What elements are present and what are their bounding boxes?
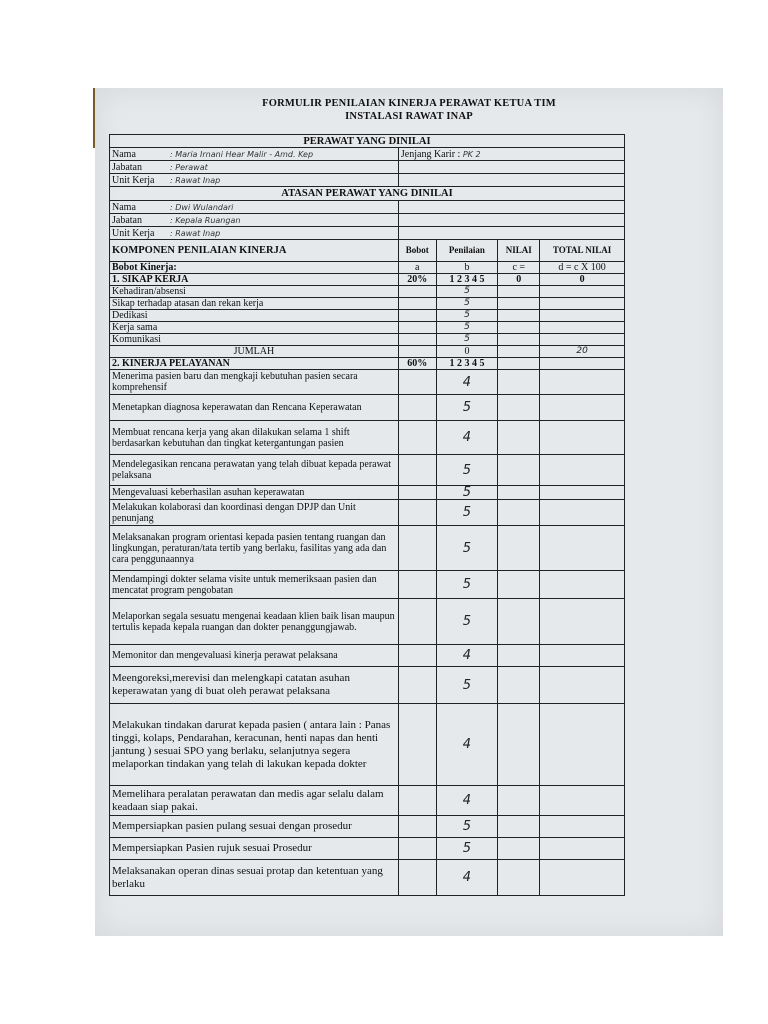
sikap-row — [110, 286, 625, 298]
pelayanan-item-label: Mempersiapkan pasien pulang sesuai dengan prosedur — [110, 816, 399, 838]
sikap-row — [110, 298, 625, 310]
pelayanan-row — [110, 421, 625, 455]
empty-cell — [398, 486, 436, 500]
sikap-item-score: 5 — [436, 286, 498, 298]
empty-cell — [398, 298, 436, 310]
empty-cell — [398, 860, 436, 896]
empty-cell — [540, 455, 625, 486]
atasan-jabatan-value: : Kepala Ruangan — [170, 215, 241, 225]
pelayanan-bobot: 60% — [398, 358, 436, 370]
empty-cell — [540, 571, 625, 599]
col-komponen-header: KOMPONEN PENILAIAN KINERJA — [110, 240, 399, 262]
pelayanan-item-score: 4 — [436, 421, 498, 455]
perawat-nama-label: Nama — [112, 148, 136, 160]
sikap-item-score: 5 — [436, 322, 498, 334]
empty-cell — [398, 161, 624, 174]
pelayanan-row — [110, 370, 625, 395]
pelayanan-row — [110, 704, 625, 786]
empty-cell — [398, 838, 436, 860]
pelayanan-row — [110, 860, 625, 896]
pelayanan-item-label: Mendampingi dokter selama visite untuk memeriksaan pasien dan mencatat program pengobatan — [110, 571, 399, 599]
empty-cell — [498, 334, 540, 346]
sikap-total: 0 — [540, 274, 625, 286]
jumlah-row — [110, 346, 625, 358]
empty-cell — [498, 286, 540, 298]
empty-cell — [498, 526, 540, 571]
sikap-item-score: 5 — [436, 298, 498, 310]
pelayanan-item-score: 5 — [436, 667, 498, 704]
empty-cell — [398, 704, 436, 786]
col-penilaian-header: Penilaian — [436, 240, 498, 262]
empty-cell — [540, 358, 625, 370]
empty-cell — [540, 599, 625, 645]
empty-cell — [398, 310, 436, 322]
empty-cell — [398, 201, 624, 214]
perawat-unit-value: : Rawat Inap — [170, 175, 221, 185]
pelayanan-item-label: Menetapkan diagnosa keperawatan dan Rencana Keperawatan — [110, 395, 399, 421]
empty-cell — [540, 421, 625, 455]
perawat-nama-cell — [110, 148, 399, 161]
atasan-nama-value: : Dwi Wulandari — [170, 202, 234, 212]
sikap-item-label: Kehadiran/absensi — [110, 286, 399, 298]
perawat-unit-label: Unit Kerja — [112, 174, 155, 186]
empty-cell — [398, 526, 436, 571]
empty-cell — [398, 286, 436, 298]
empty-cell — [498, 455, 540, 486]
empty-cell — [540, 526, 625, 571]
bobot-c: c = — [498, 262, 540, 274]
bobot-kinerja-label: Bobot Kinerja: — [110, 262, 399, 274]
pelayanan-item-label: Melakukan tindakan darurat kepada pasien ( antara lain : Panas tinggi, kolaps, Pendarahan, keracunan, henti napas dan henti jantung ) sesuai SPO yang berlaku, selanjutnya segera melaporkan tindakan yang telah di lakukan kepada dokter — [110, 704, 399, 786]
perawat-nama-value: : Maria Irnani Hear Malir - Amd. Kep — [170, 149, 314, 159]
sikap-item-label: Kerja sama — [110, 322, 399, 334]
empty-cell — [398, 571, 436, 599]
atasan-jabatan-label: Jabatan — [112, 214, 142, 226]
pelayanan-row — [110, 500, 625, 526]
atasan-jabatan-cell — [110, 214, 399, 227]
empty-cell — [498, 571, 540, 599]
empty-cell — [540, 667, 625, 704]
empty-cell — [540, 704, 625, 786]
pelayanan-item-label: Membuat rencana kerja yang akan dilakukan selama 1 shift berdasarkan kebutuhan dan tingkat ketergantungan pasien — [110, 421, 399, 455]
pelayanan-item-score: 4 — [436, 860, 498, 896]
pelayanan-item-score: 5 — [436, 838, 498, 860]
pelayanan-item-score: 4 — [436, 786, 498, 816]
empty-cell — [498, 838, 540, 860]
sikap-row — [110, 334, 625, 346]
empty-cell — [498, 395, 540, 421]
sikap-row — [110, 322, 625, 334]
sikap-item-score: 5 — [436, 334, 498, 346]
pelayanan-item-label: Mengevaluasi keberhasilan asuhan keperawatan — [110, 486, 399, 500]
pelayanan-row — [110, 486, 625, 500]
bobot-b: b — [436, 262, 498, 274]
empty-cell — [498, 421, 540, 455]
pelayanan-item-score: 5 — [436, 500, 498, 526]
empty-cell — [498, 599, 540, 645]
empty-cell — [540, 816, 625, 838]
sikap-bobot: 20% — [398, 274, 436, 286]
pelayanan-item-score: 5 — [436, 816, 498, 838]
empty-cell — [398, 667, 436, 704]
pelayanan-item-label: Mempersiapkan Pasien rujuk sesuai Prosedur — [110, 838, 399, 860]
empty-cell — [498, 500, 540, 526]
empty-cell — [540, 334, 625, 346]
empty-cell — [498, 704, 540, 786]
perawat-jenjang-value: PK 2 — [462, 149, 481, 159]
pelayanan-section-title: 2. KINERJA PELAYANAN — [110, 358, 399, 370]
sikap-item-label: Sikap terhadap atasan dan rekan kerja — [110, 298, 399, 310]
empty-cell — [398, 227, 624, 240]
empty-cell — [398, 322, 436, 334]
empty-cell — [540, 310, 625, 322]
empty-cell — [398, 370, 436, 395]
sikap-section-title: 1. SIKAP KERJA — [110, 274, 399, 286]
col-nilai-header: NILAI — [498, 240, 540, 262]
pelayanan-item-label: Melakukan kolaborasi dan koordinasi dengan DPJP dan Unit penunjang — [110, 500, 399, 526]
atasan-nama-label: Nama — [112, 201, 136, 213]
pelayanan-item-label: Melaporkan segala sesuatu mengenai keadaan klien baik lisan maupun tertulis kepada kepala ruangan dan dokter penanggungjawab. — [110, 599, 399, 645]
pelayanan-item-label: Melaksanakan program orientasi kepada pasien tentang ruangan dan lingkungan, peraturan/tata tertib yang berlaku, fasilitas yang ada dan cara penggunaannya — [110, 526, 399, 571]
empty-cell — [498, 816, 540, 838]
pelayanan-row — [110, 645, 625, 667]
pelayanan-item-score: 5 — [436, 455, 498, 486]
section-perawat-title: PERAWAT YANG DINILAI — [110, 135, 625, 148]
sikap-scale: 1 2 3 4 5 — [436, 274, 498, 286]
empty-cell — [540, 645, 625, 667]
evaluation-table — [109, 134, 625, 896]
empty-cell — [398, 786, 436, 816]
pelayanan-row — [110, 667, 625, 704]
pelayanan-row — [110, 838, 625, 860]
empty-cell — [398, 421, 436, 455]
empty-cell — [540, 370, 625, 395]
pelayanan-scale: 1 2 3 4 5 — [436, 358, 498, 370]
pelayanan-item-score: 4 — [436, 370, 498, 395]
empty-cell — [540, 486, 625, 500]
col-bobot-header: Bobot — [398, 240, 436, 262]
col-total-header: TOTAL NILAI — [540, 240, 625, 262]
empty-cell — [398, 455, 436, 486]
empty-cell — [540, 860, 625, 896]
empty-cell — [498, 667, 540, 704]
pelayanan-item-label: Memonitor dan mengevaluasi kinerja perawat pelaksana — [110, 645, 399, 667]
pelayanan-item-score: 4 — [436, 704, 498, 786]
bobot-a: a — [398, 262, 436, 274]
sikap-item-score: 5 — [436, 310, 498, 322]
pelayanan-item-score: 4 — [436, 645, 498, 667]
perawat-unit-cell — [110, 174, 399, 187]
perawat-jenjang-cell — [398, 148, 624, 161]
form-subtitle: INSTALASI RAWAT INAP — [345, 111, 473, 122]
pelayanan-item-label: Mendelegasikan rencana perawatan yang telah dibuat kepada perawat pelaksana — [110, 455, 399, 486]
pelayanan-item-score: 5 — [436, 395, 498, 421]
empty-cell — [540, 322, 625, 334]
pelayanan-item-score: 5 — [436, 571, 498, 599]
empty-cell — [498, 786, 540, 816]
perawat-jabatan-label: Jabatan — [112, 161, 142, 173]
pelayanan-item-label: Menerima pasien baru dan mengkaji kebutuhan pasien secara komprehensif — [110, 370, 399, 395]
empty-cell — [498, 358, 540, 370]
empty-cell — [498, 860, 540, 896]
pelayanan-item-score: 5 — [436, 599, 498, 645]
sikap-item-label: Komunikasi — [110, 334, 399, 346]
empty-cell — [398, 395, 436, 421]
empty-cell — [540, 298, 625, 310]
empty-cell — [398, 645, 436, 667]
empty-cell — [398, 346, 436, 358]
empty-cell — [498, 486, 540, 500]
pelayanan-row — [110, 395, 625, 421]
empty-cell — [398, 816, 436, 838]
empty-cell — [498, 346, 540, 358]
bobot-d: d = c X 100 — [540, 262, 625, 274]
empty-cell — [498, 310, 540, 322]
sikap-row — [110, 310, 625, 322]
sikap-nilai: 0 — [498, 274, 540, 286]
pelayanan-item-score: 5 — [436, 486, 498, 500]
atasan-unit-label: Unit Kerja — [112, 227, 155, 239]
perawat-jabatan-value: : Perawat — [170, 162, 208, 172]
empty-cell — [398, 599, 436, 645]
pelayanan-item-label: Meengoreksi,merevisi dan melengkapi catatan asuhan keperawatan yang di buat oleh perawat pelaksana — [110, 667, 399, 704]
section-atasan-title: ATASAN PERAWAT YANG DINILAI — [110, 187, 625, 201]
pelayanan-row — [110, 526, 625, 571]
sikap-item-label: Dedikasi — [110, 310, 399, 322]
jumlah-total: 20 — [540, 346, 625, 358]
pelayanan-item-label: Memelihara peralatan perawatan dan medis agar selalu dalam keadaan siap pakai. — [110, 786, 399, 816]
pelayanan-row — [110, 786, 625, 816]
empty-cell — [540, 786, 625, 816]
empty-cell — [398, 174, 624, 187]
empty-cell — [540, 838, 625, 860]
pelayanan-row — [110, 455, 625, 486]
jumlah-label: JUMLAH — [110, 346, 399, 358]
empty-cell — [498, 645, 540, 667]
pelayanan-item-label: Melaksanakan operan dinas sesuai protap dan ketentuan yang berlaku — [110, 860, 399, 896]
empty-cell — [540, 395, 625, 421]
empty-cell — [398, 214, 624, 227]
pelayanan-header-row — [110, 358, 625, 370]
atasan-unit-cell — [110, 227, 399, 240]
jumlah-value: 0 — [436, 346, 498, 358]
empty-cell — [498, 322, 540, 334]
empty-cell — [498, 370, 540, 395]
pelayanan-row — [110, 599, 625, 645]
form-sheet — [95, 88, 723, 936]
pelayanan-row — [110, 571, 625, 599]
atasan-nama-cell — [110, 201, 399, 214]
empty-cell — [398, 500, 436, 526]
perawat-jabatan-cell — [110, 161, 399, 174]
empty-cell — [398, 334, 436, 346]
form-title: FORMULIR PENILAIAN KINERJA PERAWAT KETUA TIM — [262, 98, 556, 109]
empty-cell — [540, 286, 625, 298]
pelayanan-item-score: 5 — [436, 526, 498, 571]
atasan-unit-value: : Rawat Inap — [170, 228, 221, 238]
pelayanan-row — [110, 816, 625, 838]
perawat-jenjang-label: Jenjang Karir : — [400, 148, 461, 160]
empty-cell — [498, 298, 540, 310]
empty-cell — [540, 500, 625, 526]
